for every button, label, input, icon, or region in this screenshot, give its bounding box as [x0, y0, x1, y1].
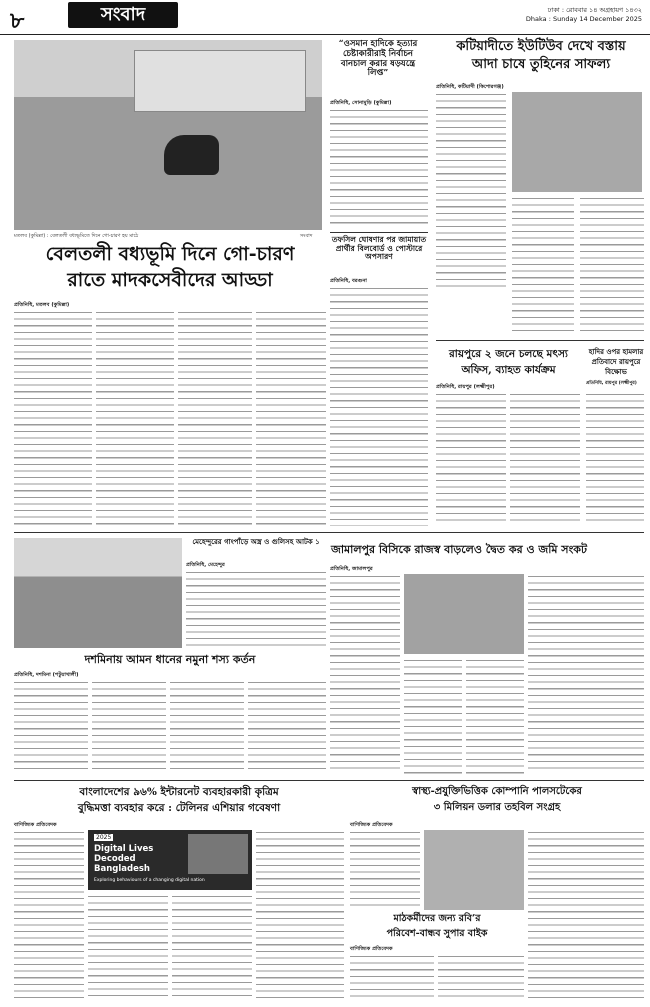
- paddy-body-col4: [248, 680, 326, 774]
- photo-paddy-harvest: [14, 538, 182, 648]
- attack-headline-line2: প্রতিবাদে রায়পুরে: [591, 357, 641, 366]
- ai-body-col1: [14, 830, 84, 1000]
- raipur-headline-line1: রায়পুরে ২ জনে চলছে মৎস্য: [449, 348, 568, 360]
- attack-headline-line3: বিক্ষোভ: [605, 367, 627, 376]
- mehendi-body-text: [186, 570, 326, 650]
- election-byline: প্রতিনিধি, বরগুনা: [330, 278, 367, 284]
- date-english: Dhaka : Sunday 14 December 2025: [525, 15, 642, 23]
- health-body-col2: [528, 830, 644, 1000]
- health-headline-line2: ৩ মিলিয়ন ডলার তহবিল সংগ্রহ: [433, 802, 561, 813]
- youtube-headline-line2: আদা চাষে তুহিনের সাফল্য: [471, 57, 611, 72]
- raipur-body-col1: [436, 392, 506, 526]
- quote-headline: “ওসমান হাদিকে হত্যার চেষ্টাকারীরাই নির্বাচন বানচাল করার ষড়যন্ত্রে লিপ্ত”: [338, 39, 418, 79]
- main-headline-line2: রাতে মাদকসেবীদের আড্ডা: [67, 269, 273, 291]
- photo-health-founders: [424, 830, 524, 910]
- ai-headline-line1: বাংলাদেশের ৯৬% ইন্টারনেট ব্যবহারকারী কৃত্রিম: [79, 786, 279, 798]
- ai-ad-title: Digital Lives Decoded Bangladesh: [94, 844, 154, 874]
- health-headline-line1: স্বাস্থ্য-প্রযুক্তিভিত্তিক কোম্পানি পালসটেকের: [412, 786, 582, 797]
- main-body-col3: [178, 310, 252, 526]
- youtube-body-col3: [580, 196, 644, 336]
- attack-body-text: [586, 392, 644, 526]
- jamalpur-headline: জামালপুর বিসিকে রাজস্ব বাড়লেও দ্বৈত কর ও জমি সংকট: [330, 543, 587, 556]
- attack-byline: প্রতিনিধি, রায়পুর (লক্ষ্মীপুর): [586, 381, 637, 386]
- ai-body-col3: [172, 894, 252, 1000]
- youtube-body-col2: [512, 196, 574, 336]
- mehendi-headline: মেহেন্দুরের গাংপাঁড়ে অস্ত্র ও গুলিসহ আটক ১: [192, 537, 320, 546]
- divider-raipur: [436, 340, 644, 341]
- paddy-byline: প্রতিনিধি, দশমিনা (পটুয়াখালী): [14, 672, 79, 678]
- mehendi-byline: প্রতিনিধি, মেহেন্দুর: [186, 562, 225, 568]
- health-body-col1: [350, 830, 420, 910]
- quote-byline: প্রতিনিধি, সোনামুড়ি (কুমিল্লা): [330, 100, 392, 106]
- page-number: ৮: [10, 8, 25, 34]
- rabbi-body-col2: [438, 954, 524, 1000]
- election-body-text: [330, 286, 428, 526]
- health-byline: বাণিজ্যিক প্রতিবেদক: [350, 822, 393, 828]
- ai-byline: বাণিজ্যিক প্রতিবেদক: [14, 822, 57, 828]
- paddy-body-col2: [92, 680, 166, 774]
- rabbi-body-col1: [350, 954, 434, 1000]
- rabbi-byline: বাণিজ্যিক প্রতিবেদক: [350, 946, 393, 952]
- section-divider-1: [14, 532, 644, 533]
- divider-election: [330, 232, 428, 233]
- youtube-byline: প্রতিনিধি, কটিয়াদী (কিশোরগঞ্জ): [436, 84, 504, 90]
- ai-ad-subtitle: Exploring behaviours of a changing digital nation: [94, 878, 205, 883]
- ai-ad-banner: [88, 830, 252, 890]
- paddy-body-col3: [170, 680, 244, 774]
- jamalpur-body-col4: [528, 574, 644, 774]
- raipur-headline-line2: অফিস, ব্যাহত কার্যক্রম: [461, 364, 556, 376]
- photo-caption: মতলব (কুমিল্লা) : বেলতলী বধ্যভূমিতে দিনে গো-চারণ হয় মাঠে: [14, 233, 139, 239]
- jamalpur-byline: প্রতিনিধি, জামালপুর: [330, 566, 373, 572]
- youtube-body-col1: [436, 92, 506, 292]
- quote-body-text: [330, 108, 428, 228]
- raipur-byline: প্রতিনিধি, রায়পুর (লক্ষ্মীপুর): [436, 384, 495, 390]
- ai-ad-year: 2025: [96, 834, 112, 841]
- paddy-body-col1: [14, 680, 88, 774]
- dateline: [526, 6, 642, 24]
- newspaper-logo: সংবাদ: [68, 2, 178, 28]
- election-headline: তফসিল ঘোষণার পর জামায়াত প্রার্থীর বিলবোর্ড ও পোস্টারে অপসারণ: [331, 235, 427, 262]
- rabbi-headline-line2: পরিবেশ-বান্ধব সুপার বাইক: [386, 928, 488, 939]
- photo-cow-grazing: [14, 40, 322, 230]
- main-body-col2: [96, 310, 174, 526]
- attack-headline-line1: হাদির ওপর হামলার: [588, 347, 644, 356]
- photo-cow: [164, 135, 219, 175]
- date-bangla: ঢাকা : রোববার ১৪ অগ্রহায়ণ ১৪৩২: [547, 6, 642, 14]
- jamalpur-body-col2: [404, 658, 462, 774]
- jamalpur-body-col3: [466, 658, 524, 774]
- ai-body-col2: [88, 894, 168, 1000]
- ai-ad-people-image: [188, 834, 248, 874]
- rabbi-headline-line1: মাঠকর্মীদের জন্য রবি’র: [393, 913, 481, 924]
- photo-credit: সংবাদ: [300, 233, 313, 239]
- ai-body-col4: [256, 830, 344, 1000]
- main-byline: প্রতিনিধি, মতলব (কুমিল্লা): [14, 302, 70, 308]
- photo-ginger-farmer: [512, 92, 642, 192]
- jamalpur-body-col1: [330, 574, 400, 774]
- main-headline-line1: বেলতলী বধ্যভূমি দিনে গো-চারণ: [45, 243, 295, 265]
- photo-bscic-area: [404, 574, 524, 654]
- ai-headline-line2: বুদ্ধিমত্তা ব্যবহার করে : টেলিনর এশিয়ার গবেষণা: [77, 802, 281, 814]
- raipur-body-col2: [510, 392, 580, 526]
- main-body-col1: [14, 310, 92, 526]
- photo-building: [134, 50, 306, 112]
- main-body-col4: [256, 310, 326, 526]
- paddy-headline: দশমিনায় আমন ধানের নমুনা শস্য কর্তন: [84, 653, 256, 666]
- youtube-headline-line1: কটিয়াদীতে ইউটিউব দেখে বস্তায়: [456, 39, 626, 54]
- section-divider-2: [14, 780, 644, 781]
